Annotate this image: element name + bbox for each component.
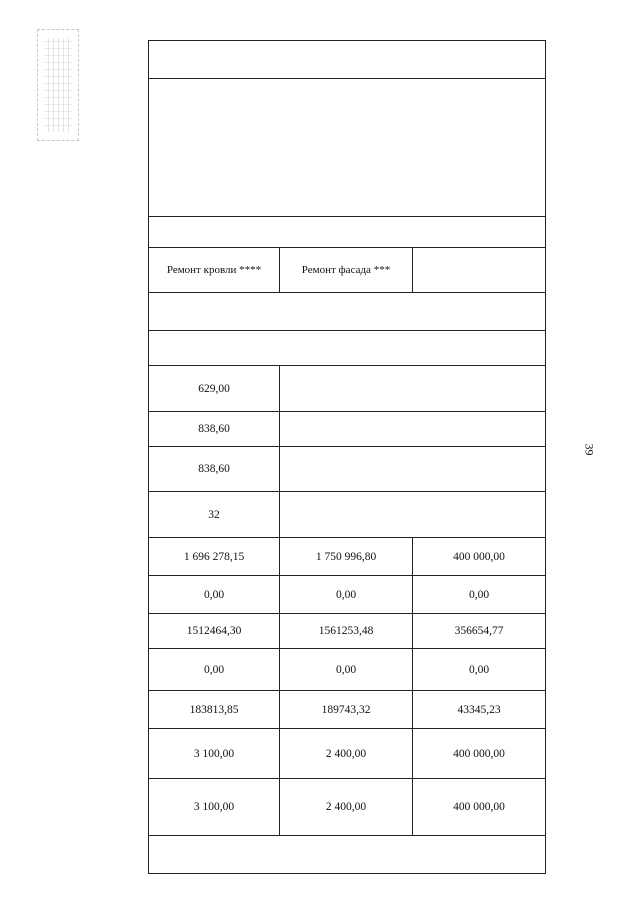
table-cell: 400 000,00 — [413, 779, 546, 836]
empty-cell — [149, 41, 546, 79]
table-row — [149, 729, 546, 779]
table-row — [149, 691, 546, 729]
table-cell: 1512464,30 — [149, 614, 280, 649]
table-row — [149, 41, 546, 79]
empty-cell — [149, 293, 546, 331]
approval-stamp — [37, 29, 79, 141]
empty-cell — [149, 331, 546, 366]
empty-cell — [149, 836, 546, 874]
empty-cell — [149, 217, 546, 248]
table-row — [149, 293, 546, 331]
table-cell: 0,00 — [280, 649, 413, 691]
table-cell: 189743,32 — [280, 691, 413, 729]
table-row — [149, 836, 546, 874]
empty-cell — [280, 447, 546, 492]
table-row — [149, 576, 546, 614]
table-cell: 0,00 — [413, 649, 546, 691]
table-cell: 0,00 — [149, 576, 280, 614]
table-row — [149, 366, 546, 412]
table-row — [149, 217, 546, 248]
empty-cell — [149, 79, 546, 217]
table-cell: 400 000,00 — [413, 538, 546, 576]
table-cell: 2 400,00 — [280, 729, 413, 779]
page-number: 39 — [582, 443, 597, 456]
table-cell: 0,00 — [149, 649, 280, 691]
empty-cell — [280, 412, 546, 447]
table-cell: 0,00 — [280, 576, 413, 614]
table-cell: 400 000,00 — [413, 729, 546, 779]
table-cell: 43345,23 — [413, 691, 546, 729]
table-row — [149, 492, 546, 538]
table-cell: 32 — [149, 492, 280, 538]
table-row — [149, 79, 546, 217]
table-cell: 3 100,00 — [149, 779, 280, 836]
table-row — [149, 331, 546, 366]
table-row — [149, 412, 546, 447]
table-cell: 0,00 — [413, 576, 546, 614]
data-table — [148, 40, 546, 874]
table-cell: 356654,77 — [413, 614, 546, 649]
empty-cell — [280, 492, 546, 538]
table-cell: 838,60 — [149, 447, 280, 492]
header-facade-repair: Ремонт фасада *** — [280, 248, 413, 293]
table-row — [149, 614, 546, 649]
table-cell: 629,00 — [149, 366, 280, 412]
table-row — [149, 649, 546, 691]
table-row — [149, 779, 546, 836]
table-cell: 3 100,00 — [149, 729, 280, 779]
table-cell: 1 750 996,80 — [280, 538, 413, 576]
table-cell: 1 696 278,15 — [149, 538, 280, 576]
header-row — [149, 248, 546, 293]
table-row — [149, 447, 546, 492]
header-roof-repair: Ремонт кровли **** — [149, 248, 280, 293]
table-cell: 2 400,00 — [280, 779, 413, 836]
table-row — [149, 538, 546, 576]
header-col3 — [413, 248, 546, 293]
table-cell: 838,60 — [149, 412, 280, 447]
table-cell: 183813,85 — [149, 691, 280, 729]
table-cell: 1561253,48 — [280, 614, 413, 649]
empty-cell — [280, 366, 546, 412]
